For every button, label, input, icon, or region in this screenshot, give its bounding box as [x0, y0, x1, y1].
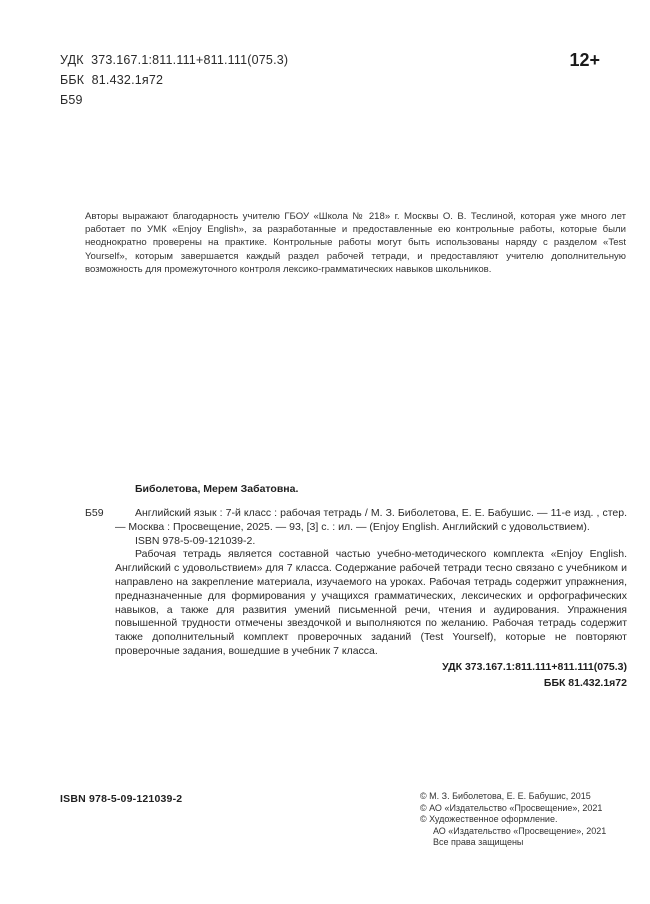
annotation-text: Рабочая тетрадь является составной частью учебно-методического комплекта «Enjoy English. Английский с удовольствием» для 7 класса. Содержание рабочей тетради тесно связано с учебником и направлено на закрепление материала, изучаемого на уроках. Рабочая тетрадь содержит упражнения, предназначенные для формирования у учащихся грамматических, лексических и орфографических навыков, а также для развития умений письменной речи, чтения и аудирования. Упражнения повышенной трудности отмечены звездочкой и выполняются по желанию. Рабочая тетрадь содержит также дополнительный комплект проверочных заданий (Test Yourself), которые не повторяют проверочные задания, вошедшие в учебник 7 класса. [115, 548, 627, 657]
acknowledgment-text: Авторы выражают благодарность учителю ГБОУ «Школа № 218» г. Москвы О. В. Теслиной, которая уже много лет работает по УМК «Enjoy English», за разработанные и предоставленные ею контрольные работы, которые были неоднократно проверены на практике. Контрольные работы могут быть использованы наряду с разделом «Test Yourself», которым завершается каждый раздел рабочей тетради, и предоставляют учителю дополнительную возможность для промежуточного контроля лексико-грамматических навыков школьников. [85, 211, 626, 275]
copyright-line: © Художественное оформление. [420, 814, 558, 825]
isbn-entry-line: ISBN 978-5-09-121039-2. [135, 534, 256, 547]
copyright-line: © М. З. Биболетова, Е. Е. Бабушис, 2015 [420, 791, 591, 801]
catalog-entry-column [115, 507, 627, 690]
udk-code-bottom: УДК 373.167.1:811.111+811.111(075.3) [442, 660, 627, 673]
catalog-letter-code: Б59 [60, 93, 83, 107]
copyright-block [420, 791, 628, 849]
udk-code: УДК 373.167.1:811.111+811.111(075.3) [60, 53, 289, 67]
copyright-line: Все права защищены [433, 837, 524, 848]
copyright-line: АО «Издательство «Просвещение», 2021 [433, 825, 607, 836]
author-heading: Биболетова, Мерем Забатовна. [135, 483, 299, 495]
classification-codes [60, 50, 288, 110]
entry-code: Б59 [85, 507, 104, 519]
bibliographic-description: Английский язык : 7-й класс : рабочая тетрадь / М. З. Биболетова, Е. Е. Бабушис. — 11-е изд. , стер. — Москва : Просвещение, 2025. — 93, [3] с. : ил. — (Enjoy English. Английский с удовольствием). [115, 507, 627, 533]
age-rating-badge: 12+ [569, 50, 600, 70]
copyright-line: © АО «Издательство «Просвещение», 2021 [420, 802, 603, 813]
isbn-footer: ISBN 978-5-09-121039-2 [60, 793, 183, 805]
bbk-code-bottom: ББК 81.432.1я72 [543, 676, 627, 689]
bbk-code: ББК 81.432.1я72 [60, 73, 164, 87]
